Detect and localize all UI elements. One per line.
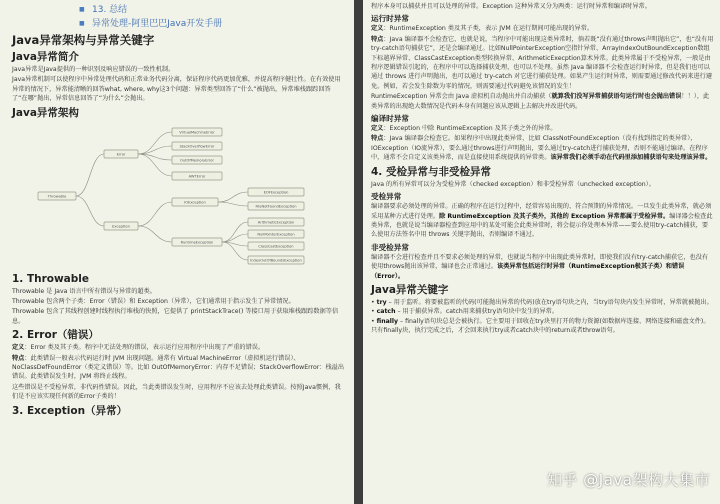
svg-text:NullPointerException: NullPointerException — [257, 232, 295, 237]
exception-hierarchy-diagram — [12, 122, 346, 270]
runtime-features — [371, 35, 714, 91]
runtime-p2-bold: 就算我们没写异常捕获语句运行时也会抛出错误 — [551, 93, 682, 101]
svg-text:AWTError: AWTError — [188, 174, 206, 179]
diagram-node-runtime-child — [248, 230, 304, 238]
heading-keywords: Java异常关键字 — [371, 283, 449, 296]
compile-definition-label: 定义 — [371, 125, 384, 133]
intro-paragraph-2: Java异常机制可以使程序中异常处理代码和正常业务代码分离，保证程序代码更加优雅，并提高程序健壮性。在有效使用异常的情况下，异常能清晰的回答what, where, why这3个问题：异常类型回答了“什么”被抛出，异常堆栈跟踪回答了“在哪”抛出，异常信息回答了“为什么”会抛出。 — [12, 76, 341, 103]
heading-exception: 3. Exception（异常） — [12, 404, 128, 417]
keyword-catch-desc: – 用于捕获异常。catch用来捕获try语句块中发生的异常。 — [395, 308, 559, 316]
diagram-node-runtime-child — [248, 256, 304, 264]
svg-text:FileNotFoundException: FileNotFoundException — [255, 204, 297, 209]
diagram-link — [222, 242, 248, 260]
runtime-definition-label: 定义 — [371, 25, 384, 33]
unchecked-bold: 该类异常包括运行时异常（RuntimeException极其子类）和错误（Error）。 — [371, 263, 685, 280]
toc-item-summary[interactable]: ■ 13. 总结 — [92, 3, 346, 17]
runtime-p2-start: RuntimeException 异常会由 Java 虚拟机自动抛出并自动捕获（ — [371, 93, 552, 101]
error-paragraph-3: 这些错误是不受检异常，非代码性错误。因此，当此类错误发生时，应用程序不应该去处理此类错误。按照Java惯例，我们是不应该实现任何新的Error子类的！ — [12, 383, 341, 401]
keyword-try-name: try — [376, 298, 387, 306]
heading-checked-unchecked: 4. 受检异常与非受检异常 — [371, 165, 491, 178]
heading-compile-exception: 编译时异常 — [371, 114, 409, 124]
svg-text:Exception: Exception — [112, 224, 130, 229]
compile-features-text: ：Java 编译器会检查它。如果程序中出现此类异常，比如 ClassNotFoundException（没有找到指定的类异常），IOException（IO流异常），要么通过throws进行声明抛出，要么通过try-catch进行捕获处理，否则不能通过编译。在程序中，通常不会自定义该类异常，而是直接使用系统提供的异常类。 — [371, 135, 708, 162]
exception-intro-paragraph: 程序本身可以捕获并且可以处理的异常。Exception 这种异常又分为两类：运行时异常和编译时异常。 — [371, 3, 651, 10]
compile-definition — [371, 124, 714, 133]
keyword-finally: • finally – finally语句块总是会被执行。它主要用于回收在try块里打开的物力资源(如数据库连接、网络连接和磁盘文件)。只有finally块，执行完成之后，才会回来执行try或者catch块中的return或者throw语句。 — [371, 317, 710, 335]
heading-checked: 受检异常 — [371, 192, 402, 202]
svg-text:ArithmeticException: ArithmeticException — [257, 220, 295, 225]
diagram-node-error-child — [172, 172, 222, 180]
intro-paragraph-1: Java异常是Java提供的一种识别及响应错误的一致性机制。 — [12, 66, 175, 73]
diagram-link — [138, 146, 172, 154]
heading-throwable: 1. Throwable — [12, 272, 90, 285]
keyword-catch-name: catch — [376, 308, 396, 316]
diagram-node-runtime-child — [248, 218, 304, 226]
diagram-link — [222, 222, 248, 242]
toc-item-alibaba-manual[interactable]: ■ 异常处理-阿里巴巴Java开发手册 — [92, 17, 346, 31]
diagram-node-exception — [104, 222, 138, 230]
error-features-label: 特点 — [12, 354, 25, 362]
runtime-definition — [371, 24, 714, 33]
diagram-link — [138, 132, 172, 154]
diagram-link — [138, 226, 172, 242]
svg-text:IndexOutOfBoundsException: IndexOutOfBoundsException — [250, 258, 302, 263]
diagram-node-io-child — [248, 202, 304, 210]
error-definition — [12, 343, 346, 352]
diagram-node-io-child — [248, 188, 304, 196]
svg-text:ClassCastException: ClassCastException — [258, 244, 294, 249]
diagram-link — [138, 202, 172, 226]
svg-text:VirtualMachineError: VirtualMachineError — [179, 130, 215, 135]
svg-text:OutOfMemoryError: OutOfMemoryError — [180, 158, 214, 163]
checked-p2: 编译器会检查此类异常，也就是说当编译器检查到应用中的某处可能会此类异常时，将会提示你处理本异常——要么使用try-catch捕获，要么使用方法签名中用 throws 关键字抛出，否则编译不通过。 — [371, 212, 713, 239]
unchecked-paragraph — [371, 253, 714, 281]
diagram-node-error — [104, 150, 138, 158]
runtime-features-text: ：Java 编译器不会检查它，也就是说，当程序中可能出现这类异常时，倘若既“没有通过throws声明抛出它”，也“没有用try-catch语句捕获它”，还是会编译通过。比如NullPointerException空指针异常、ArrayIndexOutBoundException数组下标越界异常、ClassCastException类型转换异常、ArithmeticExecption算术异常。此类异常属于不受检异常，一般是由程序逻辑错误引起的，在程序中可以选择捕获处理，也可以不处理。虽然 Java 编译器不会检查运行时异常，但是我们也可以通过 throws 进行声明抛出，也可以通过 try-catch 对它进行捕获处理。如果产生运行时异常，则需要通过修改代码来进行避免。例如，若会发生除数为零的情况，则需要通过代码避免该情况的发生！ — [371, 35, 714, 90]
diagram-node-runtimeexception — [172, 238, 222, 246]
diagram-link — [222, 234, 248, 242]
svg-text:Throwable: Throwable — [47, 194, 67, 199]
svg-text:StackOverflowError: StackOverflowError — [179, 144, 215, 149]
compile-features-bold: 该异常我们必须手动在代码里添加捕获语句来处理该异常。 — [550, 154, 712, 162]
runtime-features-label: 特点 — [371, 35, 384, 43]
diagram-node-error-child — [172, 142, 222, 150]
error-definition-text: ：Error 类及其子类。程序中无法处理的错误，表示运行应用程序中出现了严重的错误。 — [24, 344, 265, 352]
throwable-paragraph-3: Throwable 包含了其线程创建时线程执行堆栈的快照，它提供了 printStackTrace() 等接口用于获取堆栈跟踪数据等信息。 — [12, 308, 339, 325]
runtime-p2-end: ！！），此类异常的出现绝大数情况是代码本身有问题应该从逻辑上去解决并改进代码。 — [371, 93, 710, 110]
diagram-node-error-child — [172, 128, 222, 136]
keyword-try-desc: – 用于监听。将要被监听的代码(可能抛出异常的代码)放在try语句块之内，当try语句块内发生异常时，异常就被抛出。 — [386, 298, 713, 306]
heading-architecture: Java异常架构 — [12, 106, 79, 119]
error-features-text: ：此类错误一般表示代码运行时 JVM 出现问题。通常有 Virtual MachineError（虚拟机运行错误）、NoClassDefFoundError（类定义错误）等。比如 OutOfMemoryError：内存不足错误；StackOverflowError：栈溢出错误。此类错误发生时，JVM 将终止线程。 — [12, 354, 345, 381]
keyword-finally-desc: – finally语句块总是会被执行。它主要用于回收在try块里打开的物力资源(如数据库连接、网络连接和磁盘文件)。只有finally块，执行完成之后，才会回来执行try或者catch块中的return或者throw语句。 — [371, 317, 710, 335]
heading-error: 2. Error（错误） — [12, 329, 99, 342]
throwable-paragraph-1: Throwable 是 Java 语言中所有错误与异常的超类。 — [12, 287, 156, 295]
diagram-node-throwable — [38, 192, 76, 200]
zhihu-watermark: 知乎 @Java架构大集市 — [547, 471, 710, 489]
svg-text:RuntimeException: RuntimeException — [180, 240, 214, 245]
heading-exception-architecture: Java异常架构与异常关键字 — [12, 33, 155, 47]
svg-text:IOException: IOException — [184, 200, 206, 205]
diagram-link — [76, 196, 104, 226]
error-features — [12, 354, 346, 382]
diagram-link — [76, 154, 104, 196]
heading-unchecked: 非受检异常 — [371, 242, 409, 252]
runtime-paragraph-2 — [371, 92, 714, 111]
diagram-link — [218, 192, 248, 202]
checked-paragraph — [371, 202, 714, 240]
checked-bold: 除 RuntimeException 及其子类外，其他的 Exception 异常都属于受检异常。 — [439, 212, 670, 220]
left-page — [0, 0, 354, 504]
compile-features-label: 特点 — [371, 135, 384, 143]
checked-p1: 编译器要求必须处理的异常。正确的程序在运行过程中，经常容易出现的、符合预期的异常情况。一旦发生此类异常，就必须采用某种方式进行处理。 — [371, 203, 712, 220]
svg-text:Error: Error — [116, 152, 126, 157]
runtime-definition-text: ：RuntimeException 类及其子类，表示 JVM 在运行期间可能出现的异常。 — [383, 25, 594, 33]
keyword-finally-name: finally — [376, 317, 399, 325]
diagram-node-ioexception — [172, 198, 218, 206]
diagram-node-error-child — [172, 156, 222, 164]
diagram-node-runtime-child — [248, 242, 304, 250]
keyword-try: • try – 用于监听。将要被监听的代码(可能抛出异常的代码)放在try语句块之内，当try语句块内发生异常时，异常就被抛出。 — [371, 298, 713, 306]
checked-unchecked-paragraph: Java 的所有异常可以分为受检异常（checked exception）和非受检异常（unchecked exception）。 — [371, 180, 655, 188]
keyword-catch: • catch – 用于捕获异常。catch用来捕获try语句块中发生的异常。 — [371, 308, 559, 316]
svg-text:EOFException: EOFException — [263, 190, 289, 195]
error-definition-label: 定义 — [12, 344, 25, 352]
compile-features — [371, 134, 714, 162]
throwable-paragraph-2: Throwable 包含两个子类：Error（错误）和 Exception（异常），它们通常用于指示发生了异常情况。 — [12, 298, 295, 306]
compile-definition-text: ：Exception 中除 RuntimeException 及其子类之外的异常。 — [383, 125, 557, 133]
unchecked-p1: 编译器不会进行检查并且不要求必须处理的异常，也就说当程序中出现此类异常时，即使我们没有try-catch捕获它，也没有使用throws抛出该异常，编译也会正常通过。 — [371, 253, 709, 271]
heading-runtime-exception: 运行时异常 — [371, 14, 409, 24]
heading-exception-intro: Java异常简介 — [12, 51, 79, 63]
diagram-link — [218, 202, 248, 206]
right-page — [363, 0, 720, 504]
